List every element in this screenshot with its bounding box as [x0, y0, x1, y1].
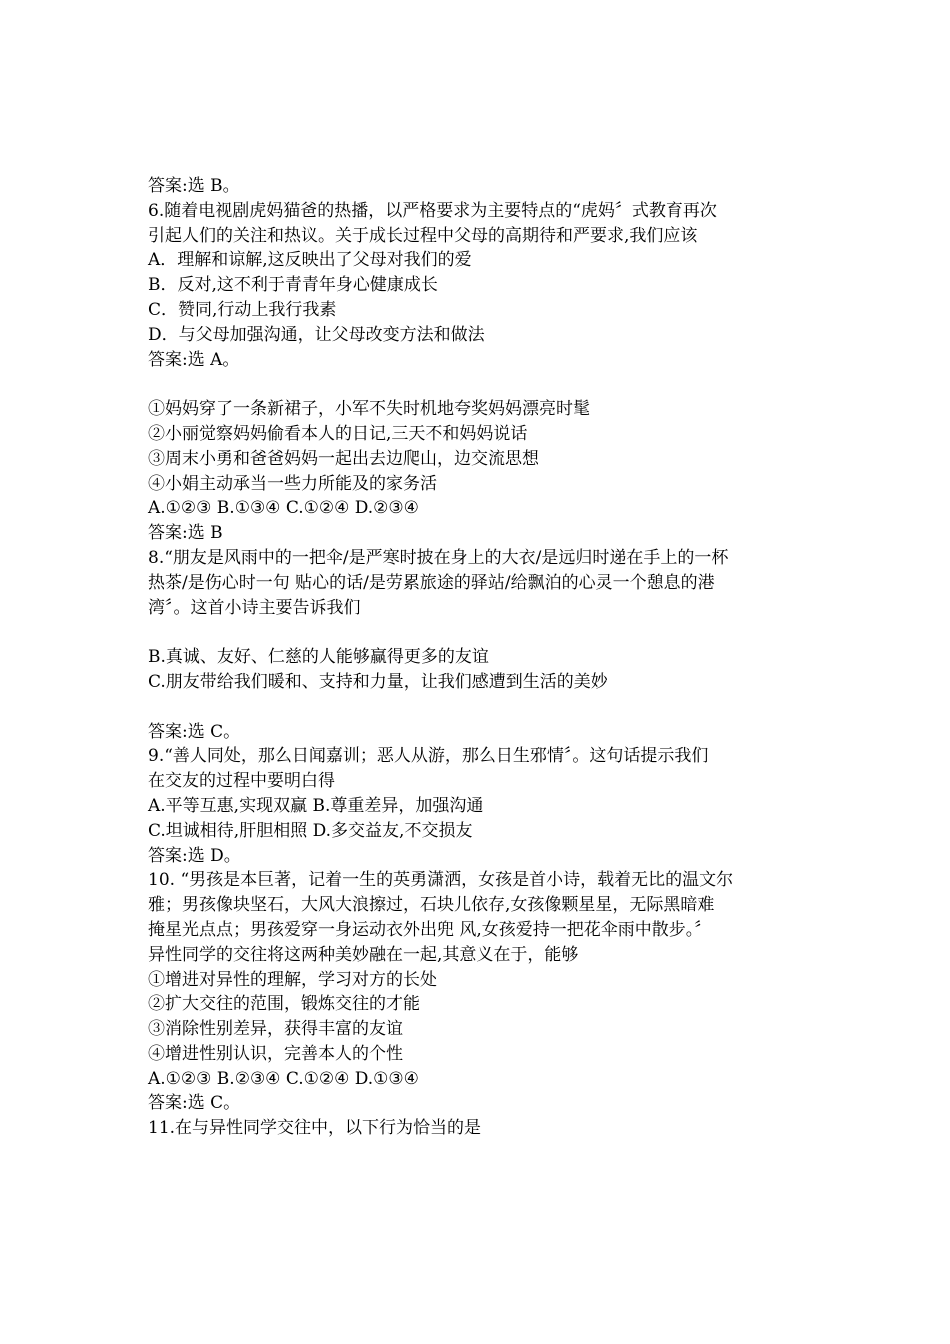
question-8-option-c: C.朋友带给我们暖和、支持和力量，让我们感遭到生活的美妙: [148, 671, 608, 692]
question-8-text: 热茶/是伤心时一句 贴心的话/是劳累旅途的驿站/给飘泊的心灵一个憩息的港: [148, 572, 715, 593]
statement-4: ④增进性别认识，完善本人的个性: [148, 1043, 403, 1064]
statement-3: ③消除性别差异，获得丰富的友谊: [148, 1019, 403, 1040]
choice-options: A.①②③ B.①③④ C.①②④ D.②③④: [148, 498, 419, 519]
question-8-text: 8.“朋友是风雨中的一把伞/是严寒时披在身上的大衣/是远归时递在手上的一杯: [148, 547, 729, 568]
answer-line: 答案:选 B。: [148, 176, 240, 196]
question-6-text: 6.随着电视剧虎妈猫爸的热播，以严格要求为主要特点的“虎妈〞式教育再次: [148, 200, 717, 221]
blank-line: [148, 620, 828, 645]
document-page: [148, 174, 828, 1141]
question-6-option-c: C．赞同,行动上我行我素: [148, 299, 337, 320]
blank-line: [148, 372, 828, 397]
question-9-text: 在交友的过程中要明白得: [148, 771, 335, 792]
answer-line: 答案:选 C。: [148, 721, 241, 742]
question-8-option-b: B.真诚、友好、仁慈的人能够赢得更多的友谊: [148, 647, 489, 668]
answer-line: 答案:选 B: [148, 523, 223, 544]
answer-line: 答案:选 A。: [148, 349, 240, 370]
statement-2: ②扩大交往的范围，锻炼交往的才能: [148, 994, 420, 1015]
question-6-option-d: D．与父母加强沟通，让父母改变方法和做法: [148, 324, 485, 345]
question-10-text: 掩星光点点；男孩爱穿一身运动衣外出兜 风,女孩爱持一把花伞雨中散步。〞: [148, 919, 712, 940]
question-10-text: 雅；男孩像块坚石，大风大浪擦过，石块儿依存,女孩像颗星星，无际黑暗难: [148, 895, 715, 916]
answer-line: 答案:选 C。: [148, 1093, 241, 1114]
question-6-option-b: B．反对,这不利于青青年身心健康成长: [148, 275, 438, 296]
statement-4: ④小娟主动承当一些力所能及的家务活: [148, 473, 437, 494]
question-11-text: 11.在与异性同学交往中，以下行为恰当的是: [148, 1118, 482, 1139]
statement-1: ①妈妈穿了一条新裙子，小军不失时机地夸奖妈妈漂亮时髦: [148, 399, 590, 420]
blank-line: [148, 695, 828, 720]
question-9-options: A.平等互惠,实现双赢 B.尊重差异，加强沟通: [148, 795, 484, 816]
statement-3: ③周末小勇和爸爸妈妈一起出去边爬山，边交流思想: [148, 448, 539, 469]
statement-2: ②小丽觉察妈妈偷看本人的日记,三天不和妈妈说话: [148, 423, 528, 444]
question-9-options: C.坦诚相待,肝胆相照 D.多交益友,不交损友: [148, 820, 473, 841]
question-6-option-a: A．理解和谅解,这反映出了父母对我们的爱: [148, 250, 472, 271]
choice-options: A.①②③ B.②③④ C.①②④ D.①③④: [148, 1068, 419, 1089]
answer-line: 答案:选 D。: [148, 845, 241, 866]
question-10-text: 异性同学的交往将这两种美妙融在一起,其意义在于，能够: [148, 944, 579, 965]
question-6-text: 引起人们的关注和热议。关于成长过程中父母的高期待和严要求,我们应该: [148, 225, 698, 246]
question-8-text: 湾〞。这首小诗主要告诉我们: [148, 597, 361, 618]
question-10-text: 10. “男孩是本巨著，记着一生的英勇潇洒，女孩是首小诗，载着无比的温文尔: [148, 870, 734, 891]
question-9-text: 9.“善人同处，那么日闻嘉训；恶人从游，那么日生邪情〞。这句话提示我们: [148, 746, 709, 767]
statement-1: ①增进对异性的理解，学习对方的长处: [148, 969, 437, 990]
